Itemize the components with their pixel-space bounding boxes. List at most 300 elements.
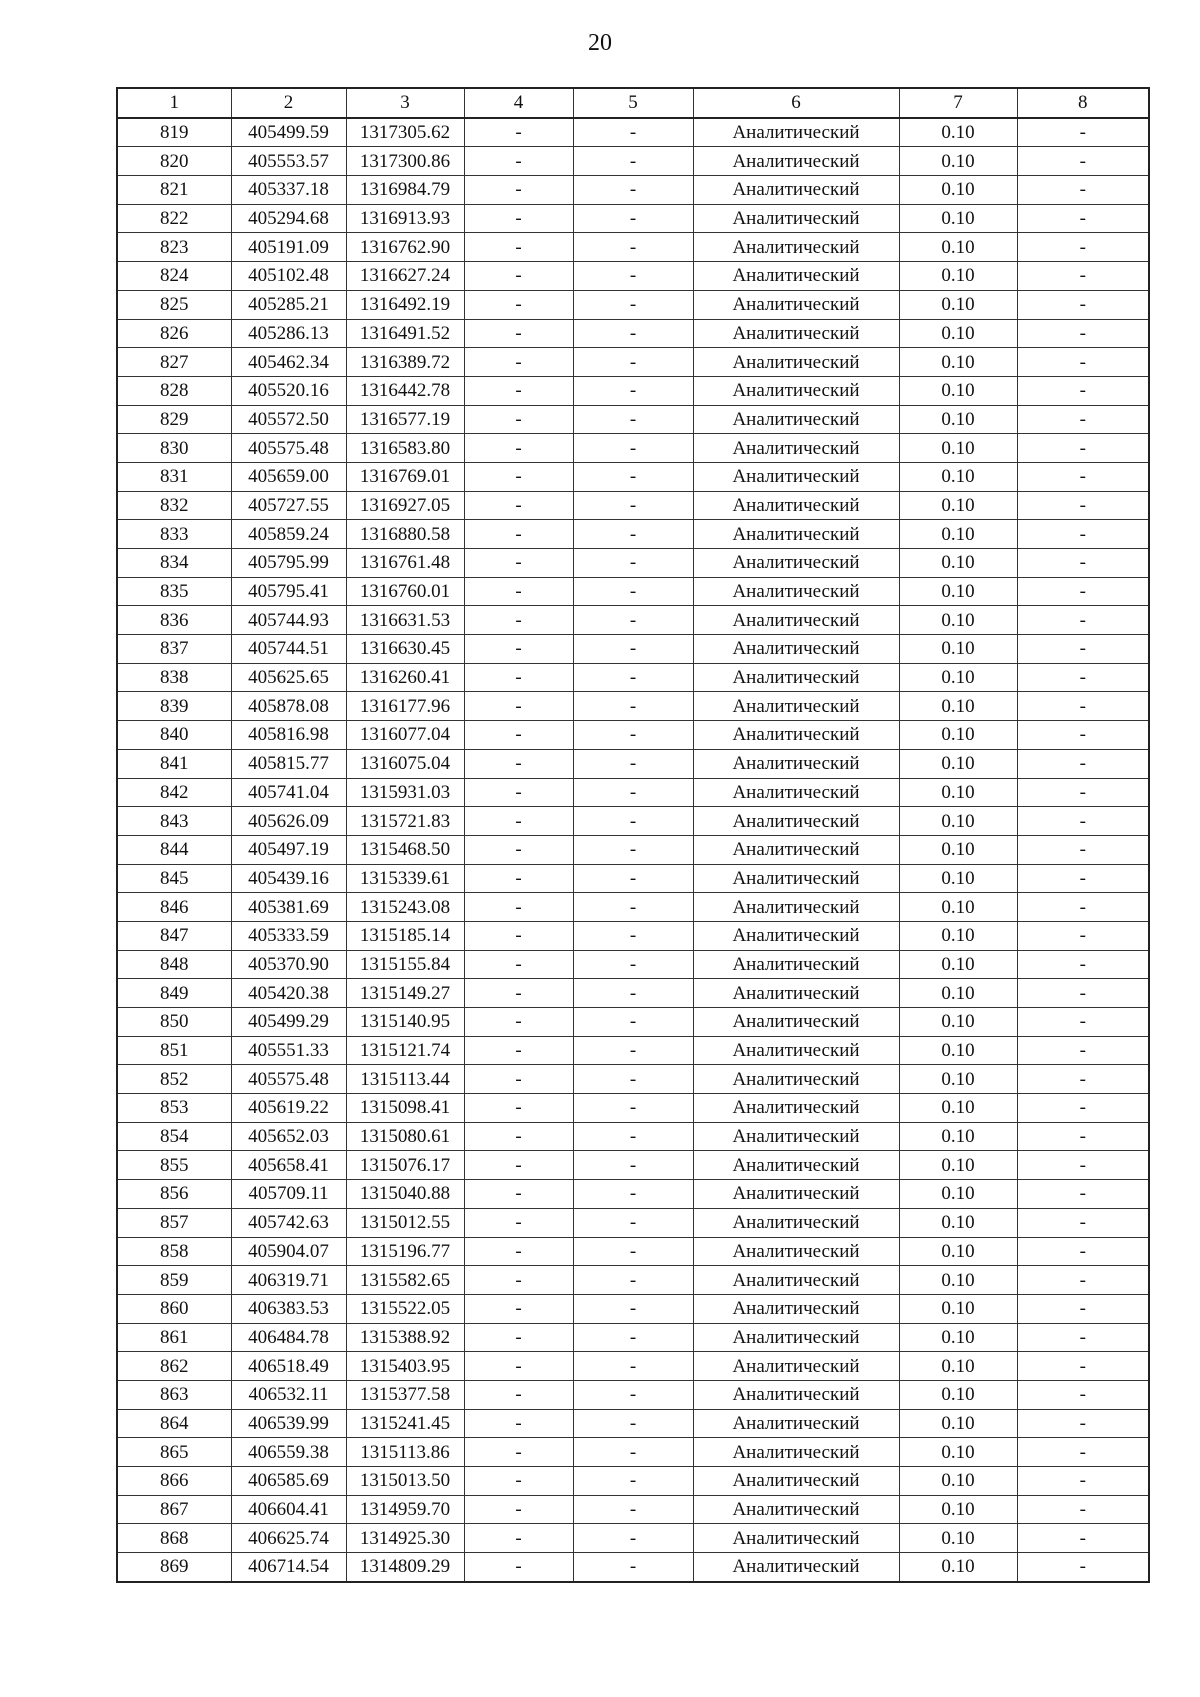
- table-cell: -: [464, 405, 573, 434]
- table-cell: 1316627.24: [346, 262, 464, 291]
- table-cell: 819: [117, 118, 231, 147]
- table-cell: Аналитический: [693, 434, 899, 463]
- table-cell: 0.10: [899, 606, 1017, 635]
- table-cell: 843: [117, 807, 231, 836]
- table-cell: Аналитический: [693, 1208, 899, 1237]
- table-cell: 826: [117, 319, 231, 348]
- table-cell: -: [464, 1553, 573, 1582]
- table-cell: 840: [117, 721, 231, 750]
- table-row: [117, 692, 1149, 721]
- table-cell: 1315403.95: [346, 1352, 464, 1381]
- table-cell: 1316631.53: [346, 606, 464, 635]
- table-cell: -: [573, 721, 693, 750]
- table-cell: 405285.21: [231, 290, 346, 319]
- table-row: [117, 921, 1149, 950]
- table-cell: -: [464, 1208, 573, 1237]
- table-cell: 405795.41: [231, 577, 346, 606]
- table-row: [117, 778, 1149, 807]
- table-cell: 0.10: [899, 1352, 1017, 1381]
- table-row: [117, 950, 1149, 979]
- table-cell: -: [573, 1151, 693, 1180]
- table-row: [117, 979, 1149, 1008]
- table-row: [117, 1380, 1149, 1409]
- table-cell: -: [464, 118, 573, 147]
- table-row: [117, 491, 1149, 520]
- table-cell: -: [464, 1122, 573, 1151]
- table-cell: -: [1017, 778, 1149, 807]
- table-cell: 405439.16: [231, 864, 346, 893]
- table-cell: -: [1017, 1553, 1149, 1582]
- table-cell: 0.10: [899, 1151, 1017, 1180]
- table-row: [117, 864, 1149, 893]
- table-row: [117, 1553, 1149, 1582]
- table-cell: 1315241.45: [346, 1409, 464, 1438]
- table-cell: Аналитический: [693, 1438, 899, 1467]
- table-cell: 405551.33: [231, 1036, 346, 1065]
- column-header: 7: [899, 88, 1017, 118]
- table-cell: Аналитический: [693, 864, 899, 893]
- table-row: [117, 1467, 1149, 1496]
- table-cell: -: [464, 1008, 573, 1037]
- column-header: 1: [117, 88, 231, 118]
- table-cell: -: [1017, 950, 1149, 979]
- table-cell: Аналитический: [693, 807, 899, 836]
- table-cell: -: [1017, 262, 1149, 291]
- table-cell: 0.10: [899, 376, 1017, 405]
- table-row: [117, 835, 1149, 864]
- table-cell: -: [573, 176, 693, 205]
- table-cell: -: [573, 1294, 693, 1323]
- table-cell: 832: [117, 491, 231, 520]
- table-cell: -: [464, 1237, 573, 1266]
- table-cell: 849: [117, 979, 231, 1008]
- table-cell: 0.10: [899, 1122, 1017, 1151]
- table-cell: 0.10: [899, 290, 1017, 319]
- table-cell: Аналитический: [693, 1495, 899, 1524]
- table-cell: -: [464, 663, 573, 692]
- table-cell: 821: [117, 176, 231, 205]
- table-cell: 0.10: [899, 1467, 1017, 1496]
- table-cell: -: [464, 721, 573, 750]
- table-cell: -: [573, 893, 693, 922]
- table-cell: 1317305.62: [346, 118, 464, 147]
- table-cell: -: [464, 979, 573, 1008]
- table-cell: -: [573, 204, 693, 233]
- table-cell: -: [464, 1524, 573, 1553]
- table-cell: -: [573, 520, 693, 549]
- table-cell: 1316769.01: [346, 462, 464, 491]
- table-cell: -: [573, 1352, 693, 1381]
- table-cell: -: [1017, 204, 1149, 233]
- table-row: [117, 118, 1149, 147]
- table-cell: 850: [117, 1008, 231, 1037]
- table-row: [117, 520, 1149, 549]
- table-cell: -: [1017, 405, 1149, 434]
- table-row: [117, 405, 1149, 434]
- table-cell: -: [573, 950, 693, 979]
- table-cell: Аналитический: [693, 1352, 899, 1381]
- table-cell: 1315140.95: [346, 1008, 464, 1037]
- table-row: [117, 1323, 1149, 1352]
- table-cell: -: [573, 778, 693, 807]
- table-cell: 405575.48: [231, 1065, 346, 1094]
- table-cell: Аналитический: [693, 520, 899, 549]
- table-cell: -: [573, 549, 693, 578]
- table-cell: -: [573, 348, 693, 377]
- table-cell: -: [573, 1180, 693, 1209]
- table-row: [117, 376, 1149, 405]
- table-cell: 405499.29: [231, 1008, 346, 1037]
- table-cell: 406532.11: [231, 1380, 346, 1409]
- table-cell: -: [1017, 1065, 1149, 1094]
- table-cell: 0.10: [899, 1409, 1017, 1438]
- table-cell: 824: [117, 262, 231, 291]
- table-cell: -: [1017, 921, 1149, 950]
- table-cell: -: [1017, 663, 1149, 692]
- table-cell: Аналитический: [693, 606, 899, 635]
- table-cell: -: [1017, 319, 1149, 348]
- table-row: [117, 749, 1149, 778]
- table-row: [117, 1008, 1149, 1037]
- table-cell: -: [1017, 577, 1149, 606]
- table-cell: -: [464, 635, 573, 664]
- table-cell: -: [1017, 864, 1149, 893]
- table-cell: 1316491.52: [346, 319, 464, 348]
- table-cell: 405497.19: [231, 835, 346, 864]
- table-cell: -: [573, 1065, 693, 1094]
- table-cell: -: [1017, 1151, 1149, 1180]
- table-cell: 829: [117, 405, 231, 434]
- table-cell: -: [464, 319, 573, 348]
- table-cell: -: [464, 1467, 573, 1496]
- table-cell: 405744.93: [231, 606, 346, 635]
- column-header: 8: [1017, 88, 1149, 118]
- table-cell: 1316583.80: [346, 434, 464, 463]
- table-cell: Аналитический: [693, 1294, 899, 1323]
- table-cell: 1316762.90: [346, 233, 464, 262]
- table-row: [117, 1208, 1149, 1237]
- table-cell: 0.10: [899, 1008, 1017, 1037]
- table-cell: Аналитический: [693, 749, 899, 778]
- table-cell: -: [573, 262, 693, 291]
- table-cell: 405904.07: [231, 1237, 346, 1266]
- table-cell: -: [464, 204, 573, 233]
- table-cell: -: [573, 118, 693, 147]
- table-cell: 1316177.96: [346, 692, 464, 721]
- table-row: [117, 204, 1149, 233]
- table-cell: 845: [117, 864, 231, 893]
- table-cell: 837: [117, 635, 231, 664]
- table-cell: -: [573, 376, 693, 405]
- table-cell: 405859.24: [231, 520, 346, 549]
- table-row: [117, 577, 1149, 606]
- table-cell: 869: [117, 1553, 231, 1582]
- table-row: [117, 1180, 1149, 1209]
- table-row: [117, 549, 1149, 578]
- table-cell: 406585.69: [231, 1467, 346, 1496]
- table-cell: 405337.18: [231, 176, 346, 205]
- table-cell: 406625.74: [231, 1524, 346, 1553]
- table-cell: -: [464, 606, 573, 635]
- table-cell: 856: [117, 1180, 231, 1209]
- table-cell: -: [1017, 147, 1149, 176]
- table-cell: -: [464, 290, 573, 319]
- table-cell: -: [1017, 1180, 1149, 1209]
- table-cell: 866: [117, 1467, 231, 1496]
- table-cell: 0.10: [899, 549, 1017, 578]
- table-cell: -: [573, 864, 693, 893]
- table-cell: -: [1017, 118, 1149, 147]
- table-cell: 825: [117, 290, 231, 319]
- table-cell: Аналитический: [693, 491, 899, 520]
- table-cell: 0.10: [899, 721, 1017, 750]
- table-cell: 0.10: [899, 1380, 1017, 1409]
- table-cell: -: [1017, 1122, 1149, 1151]
- table-row: [117, 893, 1149, 922]
- table-cell: -: [464, 1438, 573, 1467]
- column-header: 5: [573, 88, 693, 118]
- table-cell: 0.10: [899, 1036, 1017, 1065]
- table-cell: 405333.59: [231, 921, 346, 950]
- table-cell: 0.10: [899, 1266, 1017, 1295]
- table-row: [117, 147, 1149, 176]
- table-row: [117, 1524, 1149, 1553]
- table-cell: 822: [117, 204, 231, 233]
- table-cell: 1316760.01: [346, 577, 464, 606]
- table-cell: 860: [117, 1294, 231, 1323]
- table-cell: -: [464, 807, 573, 836]
- table-cell: 1314809.29: [346, 1553, 464, 1582]
- table-cell: -: [1017, 1266, 1149, 1295]
- table-cell: 405727.55: [231, 491, 346, 520]
- table-cell: 405815.77: [231, 749, 346, 778]
- table-row: [117, 721, 1149, 750]
- table-cell: 406714.54: [231, 1553, 346, 1582]
- table-cell: -: [1017, 1208, 1149, 1237]
- table-cell: Аналитический: [693, 692, 899, 721]
- table-cell: -: [573, 1094, 693, 1123]
- table-cell: -: [573, 319, 693, 348]
- table-cell: -: [1017, 176, 1149, 205]
- table-cell: -: [573, 1208, 693, 1237]
- table-cell: 846: [117, 893, 231, 922]
- table-cell: -: [573, 606, 693, 635]
- table-cell: 0.10: [899, 950, 1017, 979]
- table-cell: Аналитический: [693, 979, 899, 1008]
- table-cell: -: [1017, 1294, 1149, 1323]
- table-cell: 0.10: [899, 893, 1017, 922]
- table-cell: -: [464, 1409, 573, 1438]
- table-cell: -: [1017, 807, 1149, 836]
- table-cell: -: [1017, 1467, 1149, 1496]
- table-cell: -: [464, 348, 573, 377]
- table-cell: Аналитический: [693, 1180, 899, 1209]
- table-row: [117, 1036, 1149, 1065]
- table-cell: 848: [117, 950, 231, 979]
- table-cell: -: [464, 1180, 573, 1209]
- table-cell: Аналитический: [693, 1524, 899, 1553]
- table-cell: Аналитический: [693, 1094, 899, 1123]
- table-cell: 405625.65: [231, 663, 346, 692]
- table-cell: 1315149.27: [346, 979, 464, 1008]
- table-cell: -: [573, 749, 693, 778]
- table-cell: 863: [117, 1380, 231, 1409]
- table-cell: Аналитический: [693, 1122, 899, 1151]
- table-cell: -: [573, 1323, 693, 1352]
- table-cell: 1316984.79: [346, 176, 464, 205]
- table-cell: -: [573, 434, 693, 463]
- column-header: 3: [346, 88, 464, 118]
- table-row: [117, 290, 1149, 319]
- table-cell: 1315098.41: [346, 1094, 464, 1123]
- table-cell: 0.10: [899, 1294, 1017, 1323]
- table-cell: Аналитический: [693, 376, 899, 405]
- table-cell: 405795.99: [231, 549, 346, 578]
- table-cell: -: [1017, 1438, 1149, 1467]
- table-cell: 0.10: [899, 979, 1017, 1008]
- table-cell: 0.10: [899, 434, 1017, 463]
- table-row: [117, 606, 1149, 635]
- table-cell: Аналитический: [693, 778, 899, 807]
- table-row: [117, 807, 1149, 836]
- table-cell: 1316761.48: [346, 549, 464, 578]
- table-cell: Аналитический: [693, 1008, 899, 1037]
- table-cell: 1315012.55: [346, 1208, 464, 1237]
- table-row: [117, 1352, 1149, 1381]
- table-cell: -: [1017, 1008, 1149, 1037]
- table-cell: 1316075.04: [346, 749, 464, 778]
- table-cell: -: [573, 1438, 693, 1467]
- table-cell: -: [573, 1036, 693, 1065]
- table-cell: -: [573, 405, 693, 434]
- table-cell: 844: [117, 835, 231, 864]
- table-cell: 405572.50: [231, 405, 346, 434]
- table-cell: -: [1017, 549, 1149, 578]
- table-cell: -: [464, 434, 573, 463]
- table-cell: 835: [117, 577, 231, 606]
- table-cell: 851: [117, 1036, 231, 1065]
- table-cell: 405658.41: [231, 1151, 346, 1180]
- table-cell: -: [573, 692, 693, 721]
- table-cell: 0.10: [899, 577, 1017, 606]
- table-cell: -: [464, 1380, 573, 1409]
- table-cell: Аналитический: [693, 147, 899, 176]
- table-cell: 839: [117, 692, 231, 721]
- table-cell: 0.10: [899, 1524, 1017, 1553]
- table-cell: -: [1017, 376, 1149, 405]
- table-header-row: [117, 88, 1149, 118]
- table-cell: 406319.71: [231, 1266, 346, 1295]
- table-cell: 0.10: [899, 1208, 1017, 1237]
- table-cell: 0.10: [899, 1495, 1017, 1524]
- table-cell: 833: [117, 520, 231, 549]
- table-cell: Аналитический: [693, 835, 899, 864]
- table-cell: -: [1017, 692, 1149, 721]
- table-cell: 0.10: [899, 692, 1017, 721]
- table-cell: 0.10: [899, 1180, 1017, 1209]
- table-cell: 405286.13: [231, 319, 346, 348]
- table-cell: 1315522.05: [346, 1294, 464, 1323]
- table-row: [117, 1294, 1149, 1323]
- table-cell: 405381.69: [231, 893, 346, 922]
- table-cell: -: [464, 893, 573, 922]
- table-cell: -: [1017, 462, 1149, 491]
- table-cell: 1315040.88: [346, 1180, 464, 1209]
- table-cell: -: [464, 778, 573, 807]
- table-cell: Аналитический: [693, 405, 899, 434]
- table-cell: Аналитический: [693, 118, 899, 147]
- table-row: [117, 233, 1149, 262]
- table-cell: -: [464, 921, 573, 950]
- table-cell: 827: [117, 348, 231, 377]
- table-cell: 867: [117, 1495, 231, 1524]
- table-row: [117, 262, 1149, 291]
- table-cell: -: [573, 1524, 693, 1553]
- table-cell: -: [464, 549, 573, 578]
- table-cell: -: [1017, 1409, 1149, 1438]
- table-cell: -: [573, 491, 693, 520]
- table-cell: Аналитический: [693, 721, 899, 750]
- table-cell: -: [464, 950, 573, 979]
- table-cell: -: [573, 921, 693, 950]
- table-cell: 0.10: [899, 1237, 1017, 1266]
- table-cell: 0.10: [899, 204, 1017, 233]
- table-cell: 0.10: [899, 807, 1017, 836]
- table-cell: -: [573, 979, 693, 1008]
- table-cell: 0.10: [899, 262, 1017, 291]
- table-row: [117, 1237, 1149, 1266]
- table-cell: 820: [117, 147, 231, 176]
- table-cell: -: [573, 147, 693, 176]
- table-cell: -: [464, 1036, 573, 1065]
- table-cell: 859: [117, 1266, 231, 1295]
- table-cell: 1315080.61: [346, 1122, 464, 1151]
- table-cell: 1315013.50: [346, 1467, 464, 1496]
- table-cell: Аналитический: [693, 921, 899, 950]
- table-cell: -: [573, 1122, 693, 1151]
- table-cell: 0.10: [899, 1065, 1017, 1094]
- table-cell: -: [1017, 979, 1149, 1008]
- table-cell: 405741.04: [231, 778, 346, 807]
- coordinates-table: [116, 87, 1150, 1583]
- table-row: [117, 1151, 1149, 1180]
- table-cell: -: [573, 233, 693, 262]
- table-cell: -: [1017, 721, 1149, 750]
- table-cell: -: [1017, 749, 1149, 778]
- table-cell: Аналитический: [693, 290, 899, 319]
- table-cell: Аналитический: [693, 319, 899, 348]
- table-cell: Аналитический: [693, 577, 899, 606]
- table-cell: 1315076.17: [346, 1151, 464, 1180]
- table-cell: -: [573, 462, 693, 491]
- table-cell: 406484.78: [231, 1323, 346, 1352]
- table-cell: 853: [117, 1094, 231, 1123]
- table-cell: 1315377.58: [346, 1380, 464, 1409]
- table-cell: 406559.38: [231, 1438, 346, 1467]
- table-cell: -: [464, 864, 573, 893]
- table-cell: -: [573, 635, 693, 664]
- table-row: [117, 1094, 1149, 1123]
- table-cell: 857: [117, 1208, 231, 1237]
- table-cell: Аналитический: [693, 233, 899, 262]
- table-cell: 1315113.86: [346, 1438, 464, 1467]
- table-cell: 405626.09: [231, 807, 346, 836]
- table-cell: 0.10: [899, 1438, 1017, 1467]
- table-cell: 1315243.08: [346, 893, 464, 922]
- table-cell: 1315155.84: [346, 950, 464, 979]
- table-cell: -: [464, 1294, 573, 1323]
- table-cell: 864: [117, 1409, 231, 1438]
